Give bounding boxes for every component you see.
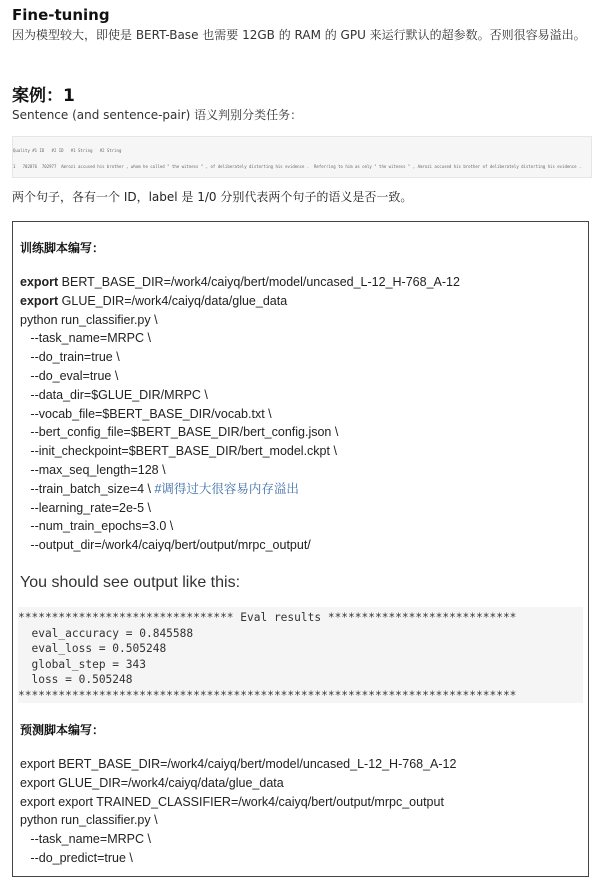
code-line: export GLUE_DIR=/work4/caiyq/data/glue_data (20, 775, 284, 790)
section-heading: Fine-tuning (12, 6, 110, 24)
code-text: --train_batch_size=4 \ (20, 481, 155, 496)
output-line: global_step = 343 (18, 657, 146, 671)
code-line (20, 292, 460, 311)
table-row: 1 702876 702977 Amrozi accused his brother , whom he called " the witness " , of deliberately distorting his evidence . Referring to him as only " the witness " , Amrozi accused his brother of deliberately distorting his evidence . (13, 164, 582, 170)
code-line: export export TRAINED_CLASSIFIER=/work4/caiyq/bert/output/mrpc_output (20, 794, 444, 809)
predict-script-code (20, 755, 456, 868)
code-keyword: export (20, 293, 59, 308)
code-line: --bert_config_file=$BERT_BASE_DIR/bert_config.json \ (20, 425, 339, 440)
train-script-code (20, 273, 460, 555)
sample-data-table (12, 136, 592, 178)
intro-paragraph: 因为模型较大，即使是 BERT-Base 也需要 12GB 的 RAM 的 GPU 来运行默认的超参数。否则很容易溢出。 (12, 28, 586, 42)
code-line: python run_classifier.py \ (20, 312, 158, 327)
code-line: --output_dir=/work4/caiyq/bert/output/mrpc_output/ (20, 538, 311, 553)
output-line: eval_loss = 0.505248 (18, 642, 167, 655)
code-keyword: export (20, 275, 59, 289)
code-comment: #调得过大很容易内存溢出 (154, 481, 299, 496)
code-line: export BERT_BASE_DIR=/work4/caiyq/bert/model/uncased_L-12_H-768_A-12 (20, 757, 457, 771)
output-label: You should see output like this: (20, 574, 241, 591)
output-line: eval_accuracy = 0.845588 (18, 626, 194, 640)
case-title: 案例：1 (12, 86, 75, 106)
output-line: ************************************************************************** (18, 688, 517, 702)
code-line: --vocab_file=$BERT_BASE_DIR/vocab.txt \ (20, 406, 272, 421)
code-line: --do_train=true \ (20, 350, 120, 365)
description-text: 两个句子，各有一个 ID，label 是 1/0 分别代表两个句子的语义是否一致。 (12, 190, 413, 204)
code-line (20, 273, 460, 292)
code-line: --task_name=MRPC \ (20, 832, 151, 847)
code-line: --data_dir=$GLUE_DIR/MRPC \ (20, 387, 208, 402)
code-line (20, 480, 460, 499)
code-text: BERT_BASE_DIR=/work4/caiyq/bert/model/uncased_L-12_H-768_A-12 (58, 275, 460, 289)
code-line: python run_classifier.py \ (20, 813, 158, 828)
code-line: --do_predict=true \ (20, 850, 133, 865)
predict-script-title: 预测脚本编写： (20, 723, 105, 737)
output-line: loss = 0.505248 (18, 673, 133, 686)
code-line: --do_eval=true \ (20, 368, 119, 383)
case-subtitle: Sentence (and sentence-pair) 语义判别分类任务： (12, 108, 303, 122)
eval-output-block (18, 607, 583, 703)
table-header-row: Quality #1 ID #2 ID #1 String #2 String (13, 147, 122, 153)
code-line: --learning_rate=2e-5 \ (20, 500, 151, 515)
code-line: --max_seq_length=128 \ (20, 462, 166, 477)
train-script-title: 训练脚本编写： (20, 241, 105, 255)
code-line: --init_checkpoint=$BERT_BASE_DIR/bert_model.ckpt \ (20, 444, 337, 459)
output-line: ******************************** Eval results **************************** (18, 611, 517, 624)
code-line: --num_train_epochs=3.0 \ (20, 519, 174, 534)
code-text: GLUE_DIR=/work4/caiyq/data/glue_data (58, 293, 288, 308)
scripts-box (12, 221, 589, 877)
code-line: --task_name=MRPC \ (20, 331, 151, 346)
